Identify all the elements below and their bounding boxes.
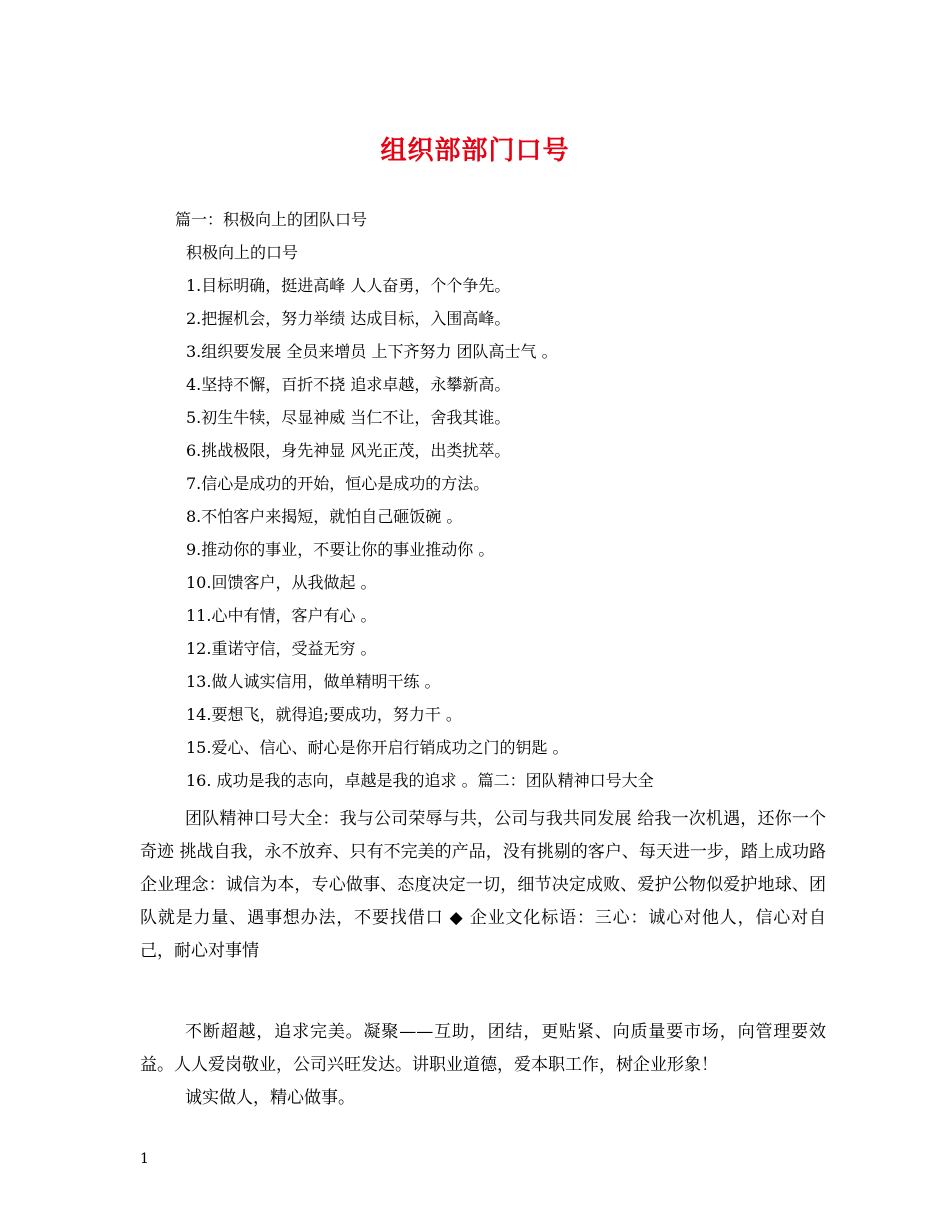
body-paragraph: 诚实做人，精心做事。	[185, 1088, 355, 1108]
section-heading: 篇一：积极向上的团队口号	[175, 210, 368, 229]
slogan-item: 12.重诺守信，受益无穷 。	[186, 639, 377, 658]
slogan-item: 16. 成功是我的志向，卓越是我的追求 。篇二：团队精神口号大全	[186, 771, 654, 790]
slogan-item: 13.做人诚实信用，做单精明干练 。	[186, 672, 441, 691]
slogan-item: 4.坚持不懈，百折不挠 追求卓越，永攀新高。	[186, 375, 511, 394]
slogan-item: 11.心中有情，客户有心 。	[186, 606, 377, 625]
slogan-item: 6.挑战极限，身先神显 风光正茂，出类扰萃。	[186, 441, 511, 460]
slogan-item: 1.目标明确，挺进高峰 人人奋勇，个个争先。	[186, 276, 511, 295]
section-subheading: 积极向上的口号	[186, 243, 299, 262]
slogan-item: 8.不怕客户来揭短，就怕自己砸饭碗 。	[186, 507, 463, 526]
slogan-item: 14.要想飞，就得追;要成功，努力干 。	[186, 705, 462, 724]
slogan-item: 3.组织要发展 全员来增员 上下齐努力 团队高士气 。	[186, 342, 558, 361]
document-title: 组织部部门口号	[380, 136, 570, 166]
slogan-item: 15.爱心、信心、耐心是你开启行销成功之门的钥匙 。	[186, 738, 569, 757]
body-paragraph: 不断超越，追求完美。凝聚——互助，团结，更贴紧、向质量要市场，向管理要效益。人人爱岗敬业，公司兴旺发达。讲职业道德，爱本职工作，树企业形象！	[140, 1022, 826, 1075]
slogan-item: 9.推动你的事业，不要让你的事业推动你 。	[186, 540, 495, 559]
body-paragraph: 团队精神口号大全：我与公司荣辱与共，公司与我共同发展 给我一次机遇，还你一个奇迹 挑战自我，永不放弃、只有不完美的产品，没有挑剔的客户、每天进一步，踏上成功路企业理念：诚信为本，专心做事、态度决定一切，细节决定成败、爱护公物似爱护地球、团队就是力量、遇事想办法，不要找借口 ◆ 企业文化标语：三心：诚心对他人，信心对自己，耐心对事情	[140, 809, 826, 961]
slogan-item: 2.把握机会，努力举绩 达成目标，入围高峰。	[186, 309, 511, 328]
slogan-item: 10.回馈客户，从我做起 。	[186, 573, 377, 592]
page-number: 1	[140, 1151, 149, 1167]
slogan-item: 5.初生牛犊，尽显神威 当仁不让，舍我其谁。	[186, 408, 511, 427]
slogan-item: 7.信心是成功的开始，恒心是成功的方法。	[186, 474, 490, 493]
